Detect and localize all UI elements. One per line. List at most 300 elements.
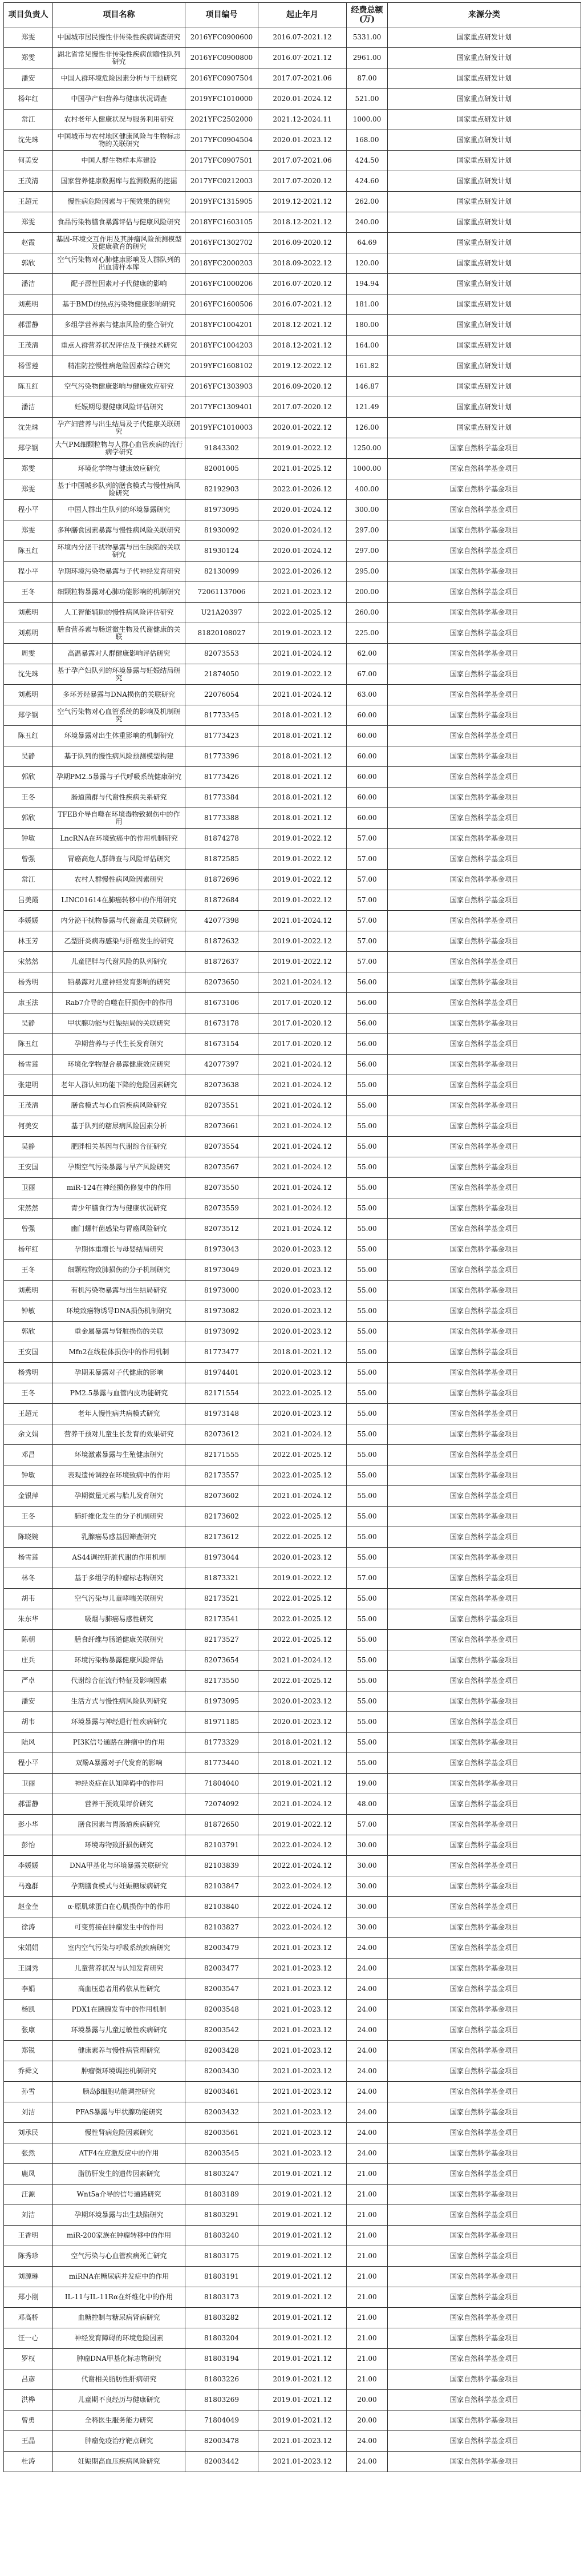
cell-project-number: 82173550	[185, 1671, 258, 1691]
cell-source-category: 国家自然科学基金项目	[388, 562, 581, 582]
cell-start-end-date: 2017.07-2020.12	[258, 397, 347, 418]
cell-project-number: 72061137006	[185, 582, 258, 603]
cell-project-name: 膳食因素与胃肠道疾病研究	[53, 1815, 185, 1835]
cell-principal-investigator: 郑学钢	[4, 438, 53, 459]
cell-start-end-date: 2017.07-2021.06	[258, 151, 347, 171]
cell-total-funding: 55.00	[347, 1239, 388, 1260]
cell-project-name: 基于多组学的肿瘤标志物研究	[53, 1568, 185, 1589]
cell-principal-investigator: 何美安	[4, 1116, 53, 1137]
cell-total-funding: 300.00	[347, 500, 388, 520]
cell-source-category: 国家自然科学基金项目	[388, 746, 581, 767]
cell-principal-investigator: 马逸群	[4, 1876, 53, 1897]
cell-source-category: 国家自然科学基金项目	[388, 1568, 581, 1589]
cell-start-end-date: 2018.12-2021.12	[258, 336, 347, 356]
cell-total-funding: 21.00	[347, 2205, 388, 2226]
cell-project-name: 神经发育障碍的环境危险因素	[53, 2328, 185, 2349]
table-row	[4, 48, 581, 68]
cell-principal-investigator: 王茂清	[4, 336, 53, 356]
table-row	[4, 562, 581, 582]
cell-project-number: 81803247	[185, 2164, 258, 2185]
cell-principal-investigator: 陈朝	[4, 1630, 53, 1650]
table-row	[4, 1774, 581, 1794]
table-row	[4, 2246, 581, 2267]
cell-total-funding: 55.00	[347, 1609, 388, 1630]
cell-start-end-date: 2021.01-2025.12	[258, 459, 347, 479]
cell-source-category: 国家自然科学基金项目	[388, 1733, 581, 1753]
cell-principal-investigator: 杨秀明	[4, 1363, 53, 1383]
cell-source-category: 国家自然科学基金项目	[388, 1897, 581, 1917]
cell-project-number: 82003428	[185, 2041, 258, 2061]
cell-start-end-date: 2019.01-2022.12	[258, 1568, 347, 1589]
cell-project-number: 2018YFC1004203	[185, 336, 258, 356]
table-row	[4, 1424, 581, 1445]
cell-project-name: 中国城市居民慢性非传染性疾病调查研究	[53, 27, 185, 48]
cell-source-category: 国家自然科学基金项目	[388, 2349, 581, 2369]
cell-total-funding: 30.00	[347, 1876, 388, 1897]
cell-start-end-date: 2021.01-2023.12	[258, 2041, 347, 2061]
cell-principal-investigator: 赵霞	[4, 233, 53, 253]
cell-start-end-date: 2018.09-2022.12	[258, 253, 347, 274]
cell-source-category: 国家自然科学基金项目	[388, 1815, 581, 1835]
cell-source-category: 国家自然科学基金项目	[388, 911, 581, 931]
cell-principal-investigator: 陈丑红	[4, 726, 53, 746]
cell-start-end-date: 2019.01-2021.12	[258, 2390, 347, 2411]
table-row	[4, 972, 581, 993]
cell-project-number: 82171555	[185, 1445, 258, 1465]
cell-start-end-date: 2017.01-2020.12	[258, 1034, 347, 1055]
cell-project-number: 82003545	[185, 2143, 258, 2164]
cell-source-category: 国家自然科学基金项目	[388, 1239, 581, 1260]
cell-project-number: 82073554	[185, 1137, 258, 1157]
cell-total-funding: 60.00	[347, 746, 388, 767]
cell-project-name: 肥胖相关基因与代谢综合征研究	[53, 1137, 185, 1157]
cell-start-end-date: 2022.01-2024.12	[258, 1876, 347, 1897]
cell-principal-investigator: 常江	[4, 110, 53, 130]
cell-principal-investigator: 程小平	[4, 562, 53, 582]
cell-start-end-date: 2020.01-2022.12	[258, 418, 347, 438]
cell-source-category: 国家自然科学基金项目	[388, 500, 581, 520]
cell-project-name: 生活方式与慢性病风险队列研究	[53, 1691, 185, 1712]
cell-principal-investigator: 卫丽	[4, 1774, 53, 1794]
cell-total-funding: 146.87	[347, 377, 388, 397]
cell-project-number: 81773388	[185, 808, 258, 829]
cell-start-end-date: 2019.01-2021.12	[258, 2308, 347, 2328]
cell-source-category: 国家自然科学基金项目	[388, 2123, 581, 2143]
cell-start-end-date: 2021.01-2024.12	[258, 644, 347, 664]
cell-project-number: 82192903	[185, 479, 258, 500]
cell-project-number: 81874278	[185, 829, 258, 849]
cell-total-funding: 240.00	[347, 212, 388, 233]
table-row	[4, 1835, 581, 1856]
cell-total-funding: 62.00	[347, 644, 388, 664]
table-row	[4, 1650, 581, 1671]
table-row	[4, 2349, 581, 2369]
cell-source-category: 国家自然科学基金项目	[388, 1876, 581, 1897]
cell-principal-investigator: 刘燕明	[4, 294, 53, 315]
cell-source-category: 国家自然科学基金项目	[388, 1589, 581, 1609]
cell-total-funding: 295.00	[347, 562, 388, 582]
cell-source-category: 国家自然科学基金项目	[388, 459, 581, 479]
cell-project-name: 肠道菌群与代谢性疾病关系研究	[53, 788, 185, 808]
cell-principal-investigator: 吴静	[4, 746, 53, 767]
table-row	[4, 1445, 581, 1465]
cell-project-number: 81773345	[185, 705, 258, 726]
cell-project-number: U21A20397	[185, 603, 258, 623]
cell-principal-investigator: 徐涛	[4, 1917, 53, 1938]
cell-principal-investigator: 陈丑红	[4, 541, 53, 562]
cell-start-end-date: 2022.01-2024.12	[258, 1835, 347, 1856]
cell-source-category: 国家自然科学基金项目	[388, 1671, 581, 1691]
cell-project-number: 82130099	[185, 562, 258, 582]
cell-project-number: 81803240	[185, 2226, 258, 2246]
cell-source-category: 国家自然科学基金项目	[388, 705, 581, 726]
table-row	[4, 89, 581, 110]
cell-project-name: 铅暴露对儿童神经发育影响的研究	[53, 972, 185, 993]
table-row	[4, 151, 581, 171]
cell-principal-investigator: 邓高桥	[4, 2308, 53, 2328]
table-row	[4, 500, 581, 520]
cell-principal-investigator: 杨年红	[4, 89, 53, 110]
cell-principal-investigator: 卫丽	[4, 1178, 53, 1198]
cell-total-funding: 424.50	[347, 151, 388, 171]
cell-principal-investigator: 吕美霞	[4, 890, 53, 911]
table-row	[4, 1014, 581, 1034]
cell-principal-investigator: 潘安	[4, 68, 53, 89]
cell-principal-investigator: 杨雪莲	[4, 1548, 53, 1568]
cell-principal-investigator: 曾勇	[4, 2411, 53, 2431]
cell-source-category: 国家自然科学基金项目	[388, 1342, 581, 1363]
cell-project-name: 空气污染物对心血管系统的影响及机制研究	[53, 705, 185, 726]
cell-start-end-date: 2019.01-2022.12	[258, 890, 347, 911]
cell-project-number: 81973049	[185, 1260, 258, 1281]
table-row	[4, 1281, 581, 1301]
cell-total-funding: 48.00	[347, 1794, 388, 1815]
cell-project-name: 孕期膳食模式与妊娠糖尿病研究	[53, 1876, 185, 1897]
cell-total-funding: 297.00	[347, 541, 388, 562]
table-row	[4, 2020, 581, 2041]
cell-project-name: miRNA在糖尿病并发症中的作用	[53, 2267, 185, 2287]
cell-project-number: 82073512	[185, 1219, 258, 1239]
cell-project-name: 多组学营养素与健康风险的整合研究	[53, 315, 185, 336]
cell-principal-investigator: 潘洁	[4, 397, 53, 418]
cell-principal-investigator: 刘洁	[4, 2102, 53, 2123]
cell-start-end-date: 2020.01-2023.12	[258, 1281, 347, 1301]
cell-start-end-date: 2017.07-2020.12	[258, 171, 347, 192]
cell-total-funding: 194.94	[347, 274, 388, 294]
cell-source-category: 国家重点研发计划	[388, 68, 581, 89]
cell-project-number: 82003561	[185, 2123, 258, 2143]
cell-project-number: 82073551	[185, 1096, 258, 1116]
cell-project-name: 肿瘤微环境调控机制研究	[53, 2061, 185, 2082]
cell-project-number: 81930124	[185, 541, 258, 562]
cell-project-name: 环境毒物致肝损伤研究	[53, 1835, 185, 1856]
cell-project-number: 81872684	[185, 890, 258, 911]
cell-start-end-date: 2019.01-2022.12	[258, 829, 347, 849]
cell-total-funding: 56.00	[347, 993, 388, 1014]
cell-total-funding: 24.00	[347, 2431, 388, 2452]
cell-start-end-date: 2019.01-2022.12	[258, 664, 347, 685]
cell-project-number: 82073638	[185, 1075, 258, 1096]
table-row	[4, 1609, 581, 1630]
cell-project-number: 82173527	[185, 1630, 258, 1650]
cell-project-name: PM2.5暴露与血管内皮功能研究	[53, 1383, 185, 1404]
cell-start-end-date: 2021.01-2024.12	[258, 972, 347, 993]
cell-start-end-date: 2018.01-2021.12	[258, 705, 347, 726]
cell-principal-investigator: 郑学钢	[4, 705, 53, 726]
cell-project-name: 中国孕产妇营养与健康状况调查	[53, 89, 185, 110]
cell-project-name: 环境暴露与神经退行性疾病研究	[53, 1712, 185, 1733]
cell-total-funding: 60.00	[347, 705, 388, 726]
cell-source-category: 国家自然科学基金项目	[388, 664, 581, 685]
table-row	[4, 1034, 581, 1055]
table-row	[4, 808, 581, 829]
table-row	[4, 1794, 581, 1815]
table-row	[4, 171, 581, 192]
cell-principal-investigator: 王冬	[4, 1260, 53, 1281]
cell-source-category: 国家重点研发计划	[388, 27, 581, 48]
table-row	[4, 2000, 581, 2020]
cell-principal-investigator: 邓昌	[4, 1445, 53, 1465]
cell-start-end-date: 2020.01-2024.12	[258, 520, 347, 541]
cell-start-end-date: 2022.01-2025.12	[258, 1609, 347, 1630]
cell-start-end-date: 2021.01-2024.12	[258, 1096, 347, 1116]
cell-project-number: 81803191	[185, 2267, 258, 2287]
cell-total-funding: 56.00	[347, 1014, 388, 1034]
cell-source-category: 国家自然科学基金项目	[388, 767, 581, 788]
cell-start-end-date: 2020.01-2023.12	[258, 1548, 347, 1568]
cell-project-number: 82173612	[185, 1527, 258, 1548]
cell-project-name: 重点人群营养状况评估及干预技术研究	[53, 336, 185, 356]
cell-total-funding: 21.00	[347, 2308, 388, 2328]
cell-start-end-date: 2019.12-2022.12	[258, 356, 347, 377]
cell-source-category: 国家自然科学基金项目	[388, 1959, 581, 1979]
cell-source-category: 国家自然科学基金项目	[388, 1609, 581, 1630]
table-row	[4, 1198, 581, 1219]
cell-principal-investigator: 常江	[4, 870, 53, 890]
cell-start-end-date: 2018.01-2021.12	[258, 1342, 347, 1363]
cell-source-category: 国家重点研发计划	[388, 336, 581, 356]
cell-total-funding: 64.69	[347, 233, 388, 253]
cell-source-category: 国家自然科学基金项目	[388, 2431, 581, 2452]
cell-total-funding: 57.00	[347, 1815, 388, 1835]
cell-source-category: 国家自然科学基金项目	[388, 972, 581, 993]
cell-source-category: 国家自然科学基金项目	[388, 2246, 581, 2267]
cell-total-funding: 19.00	[347, 1774, 388, 1794]
cell-project-number: 81773440	[185, 1753, 258, 1774]
cell-principal-investigator: 乔舜文	[4, 2061, 53, 2082]
cell-total-funding: 1000.00	[347, 110, 388, 130]
cell-project-number: 81973082	[185, 1301, 258, 1322]
cell-total-funding: 24.00	[347, 2000, 388, 2020]
cell-source-category: 国家自然科学基金项目	[388, 829, 581, 849]
cell-project-name: 空气污染与儿童哮喘关联研究	[53, 1589, 185, 1609]
cell-project-name: 膳食营养素与肠道微生物及代谢健康的关联	[53, 623, 185, 644]
cell-principal-investigator: 沈先珠	[4, 664, 53, 685]
cell-total-funding: 55.00	[347, 1260, 388, 1281]
cell-principal-investigator: 郭欣	[4, 808, 53, 829]
table-row	[4, 520, 581, 541]
cell-project-number: 81803282	[185, 2308, 258, 2328]
table-row	[4, 1630, 581, 1650]
cell-source-category: 国家自然科学基金项目	[388, 1507, 581, 1527]
cell-principal-investigator: 张康	[4, 2020, 53, 2041]
cell-principal-investigator: 李媛媛	[4, 911, 53, 931]
cell-source-category: 国家自然科学基金项目	[388, 1979, 581, 2000]
cell-total-funding: 30.00	[347, 1856, 388, 1876]
cell-start-end-date: 2020.01-2023.12	[258, 1404, 347, 1424]
table-row	[4, 1568, 581, 1589]
cell-source-category: 国家自然科学基金项目	[388, 685, 581, 705]
cell-total-funding: 21.00	[347, 2349, 388, 2369]
table-row	[4, 952, 581, 972]
cell-principal-investigator: 严卓	[4, 1671, 53, 1691]
cell-start-end-date: 2021.01-2024.12	[258, 1075, 347, 1096]
cell-project-number: 82003430	[185, 2061, 258, 2082]
cell-project-name: 孕期空气污染暴露与早产风险研究	[53, 1157, 185, 1178]
cell-start-end-date: 2019.01-2021.12	[258, 2185, 347, 2205]
table-row	[4, 1979, 581, 2000]
cell-total-funding: 424.60	[347, 171, 388, 192]
cell-project-number: 2017YFC0904504	[185, 130, 258, 151]
cell-source-category: 国家自然科学基金项目	[388, 1630, 581, 1650]
cell-total-funding: 57.00	[347, 829, 388, 849]
cell-start-end-date: 2021.01-2024.12	[258, 1198, 347, 1219]
table-row	[4, 2082, 581, 2102]
cell-start-end-date: 2021.01-2023.12	[258, 1938, 347, 1959]
cell-project-number: 82003547	[185, 1979, 258, 2000]
cell-project-name: 儿童期不良经历与健康研究	[53, 2390, 185, 2411]
cell-source-category: 国家自然科学基金项目	[388, 2267, 581, 2287]
cell-principal-investigator: 宋然然	[4, 1198, 53, 1219]
cell-project-name: 孕期汞暴露对子代健康的影响	[53, 1363, 185, 1383]
cell-project-name: PDX1在胰腺发育中的作用机制	[53, 2000, 185, 2020]
table-row	[4, 418, 581, 438]
cell-source-category: 国家自然科学基金项目	[388, 2226, 581, 2246]
cell-total-funding: 56.00	[347, 972, 388, 993]
cell-project-number: 82173521	[185, 1589, 258, 1609]
cell-project-number: 2016YFC0900800	[185, 48, 258, 68]
cell-source-category: 国家自然科学基金项目	[388, 1856, 581, 1876]
cell-principal-investigator: 周雯	[4, 644, 53, 664]
cell-project-name: 高血压患者用药依从性研究	[53, 1979, 185, 2000]
table-row	[4, 2143, 581, 2164]
cell-source-category: 国家自然科学基金项目	[388, 2287, 581, 2308]
cell-start-end-date: 2022.01-2025.12	[258, 603, 347, 623]
cell-project-number: 81973148	[185, 1404, 258, 1424]
header-start-end-date: 起止年月	[258, 3, 347, 27]
table-row	[4, 1486, 581, 1507]
table-row	[4, 1055, 581, 1075]
cell-project-name: 慢性肾病危险因素研究	[53, 2123, 185, 2143]
cell-principal-investigator: 罗权	[4, 2349, 53, 2369]
cell-total-funding: 55.00	[347, 1671, 388, 1691]
cell-total-funding: 57.00	[347, 952, 388, 972]
cell-source-category: 国家自然科学基金项目	[388, 1424, 581, 1445]
table-row	[4, 2369, 581, 2390]
table-row	[4, 1404, 581, 1424]
cell-total-funding: 24.00	[347, 2102, 388, 2123]
cell-start-end-date: 2022.01-2025.12	[258, 1465, 347, 1486]
cell-start-end-date: 2019.01-2021.12	[258, 2369, 347, 2390]
cell-start-end-date: 2021.01-2023.12	[258, 2452, 347, 2472]
cell-start-end-date: 2019.01-2021.12	[258, 2246, 347, 2267]
cell-total-funding: 21.00	[347, 2369, 388, 2390]
cell-total-funding: 200.00	[347, 582, 388, 603]
cell-principal-investigator: 刘燕明	[4, 685, 53, 705]
table-row	[4, 2185, 581, 2205]
cell-start-end-date: 2021.01-2024.12	[258, 1486, 347, 1507]
cell-project-name: 空气污染物对心肺健康影响及人群队列的出血清样本库	[53, 253, 185, 274]
cell-total-funding: 225.00	[347, 623, 388, 644]
cell-source-category: 国家自然科学基金项目	[388, 520, 581, 541]
cell-source-category: 国家自然科学基金项目	[388, 1178, 581, 1198]
cell-start-end-date: 2021.01-2023.12	[258, 2082, 347, 2102]
table-row	[4, 2267, 581, 2287]
cell-source-category: 国家自然科学基金项目	[388, 1116, 581, 1137]
cell-project-number: 82003477	[185, 1959, 258, 1979]
cell-source-category: 国家自然科学基金项目	[388, 623, 581, 644]
table-row	[4, 582, 581, 603]
cell-source-category: 国家自然科学基金项目	[388, 1691, 581, 1712]
cell-project-number: 82073567	[185, 1157, 258, 1178]
table-row	[4, 1691, 581, 1712]
cell-source-category: 国家自然科学基金项目	[388, 849, 581, 870]
cell-start-end-date: 2019.01-2021.12	[258, 2411, 347, 2431]
cell-principal-investigator: 刘源琳	[4, 2267, 53, 2287]
table-row	[4, 2287, 581, 2308]
cell-project-number: 81872585	[185, 849, 258, 870]
table-row	[4, 2328, 581, 2349]
table-row	[4, 274, 581, 294]
cell-project-number: 2019YFC1010000	[185, 89, 258, 110]
table-row	[4, 110, 581, 130]
cell-start-end-date: 2016.07-2021.12	[258, 27, 347, 48]
cell-project-name: 农村老年人健康状况与服务利用研究	[53, 110, 185, 130]
cell-principal-investigator: 何美安	[4, 151, 53, 171]
cell-project-number: 2018YFC1603105	[185, 212, 258, 233]
cell-start-end-date: 2021.01-2023.12	[258, 2123, 347, 2143]
cell-project-number: 81803173	[185, 2287, 258, 2308]
cell-project-name: 大气PM细颗粒物与人群心血管疾病的流行病学研究	[53, 438, 185, 459]
cell-principal-investigator: 杨秀明	[4, 972, 53, 993]
cell-project-name: 农村人群慢性病风险因素研究	[53, 870, 185, 890]
cell-source-category: 国家自然科学基金项目	[388, 1034, 581, 1055]
table-row	[4, 931, 581, 952]
cell-source-category: 国家自然科学基金项目	[388, 1465, 581, 1486]
cell-project-number: 82103791	[185, 1835, 258, 1856]
cell-principal-investigator: 胡韦	[4, 1712, 53, 1733]
cell-project-number: 22076054	[185, 685, 258, 705]
cell-total-funding: 30.00	[347, 1835, 388, 1856]
header-source-category: 来源分类	[388, 3, 581, 27]
cell-total-funding: 55.00	[347, 1116, 388, 1137]
cell-start-end-date: 2019.01-2021.12	[258, 2164, 347, 2185]
cell-total-funding: 1250.00	[347, 438, 388, 459]
cell-project-name: 多环芳烃暴露与DNA损伤的关联研究	[53, 685, 185, 705]
cell-total-funding: 55.00	[347, 1198, 388, 1219]
cell-project-number: 81973000	[185, 1281, 258, 1301]
cell-project-number: 82103847	[185, 1876, 258, 1897]
cell-source-category: 国家自然科学基金项目	[388, 1260, 581, 1281]
table-row	[4, 2431, 581, 2452]
cell-principal-investigator: 郑雯	[4, 459, 53, 479]
cell-project-number: 21874050	[185, 664, 258, 685]
cell-source-category: 国家重点研发计划	[388, 89, 581, 110]
cell-start-end-date: 2020.01-2023.12	[258, 1712, 347, 1733]
cell-project-name: 国家营养健康数据库与监测数据的挖掘	[53, 171, 185, 192]
cell-total-funding: 21.00	[347, 2164, 388, 2185]
table-row	[4, 2102, 581, 2123]
